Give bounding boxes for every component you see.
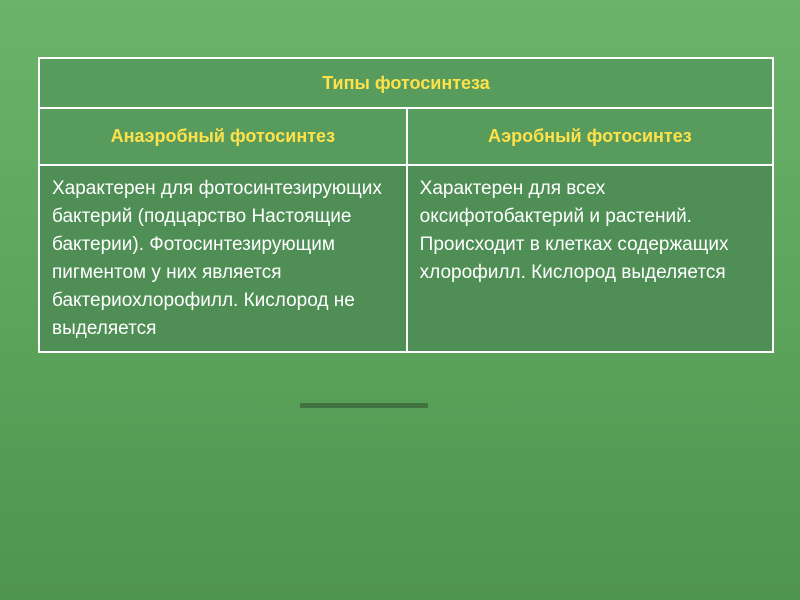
header-aerobic: Аэробный фотосинтез bbox=[407, 108, 773, 165]
photosynthesis-types-table bbox=[38, 57, 774, 353]
table-body-row bbox=[39, 165, 773, 352]
anaerobic-description: Характерен для фотосинтезирующих бактерий (подцарство Настоящие бактерии). Фотосинтезирующим пигментом у них является бактериохлорофилл. Кислород не выделяется bbox=[39, 165, 407, 352]
table-title-row bbox=[39, 58, 773, 108]
aerobic-description: Характерен для всех оксифотобактерий и растений. Происходит в клетках содержащих хлорофилл. Кислород выделяется bbox=[407, 165, 773, 352]
table-header-row bbox=[39, 108, 773, 165]
table-title: Типы фотосинтеза bbox=[39, 58, 773, 108]
header-anaerobic: Анаэробный фотосинтез bbox=[39, 108, 407, 165]
decorative-line-bottom bbox=[300, 403, 428, 408]
